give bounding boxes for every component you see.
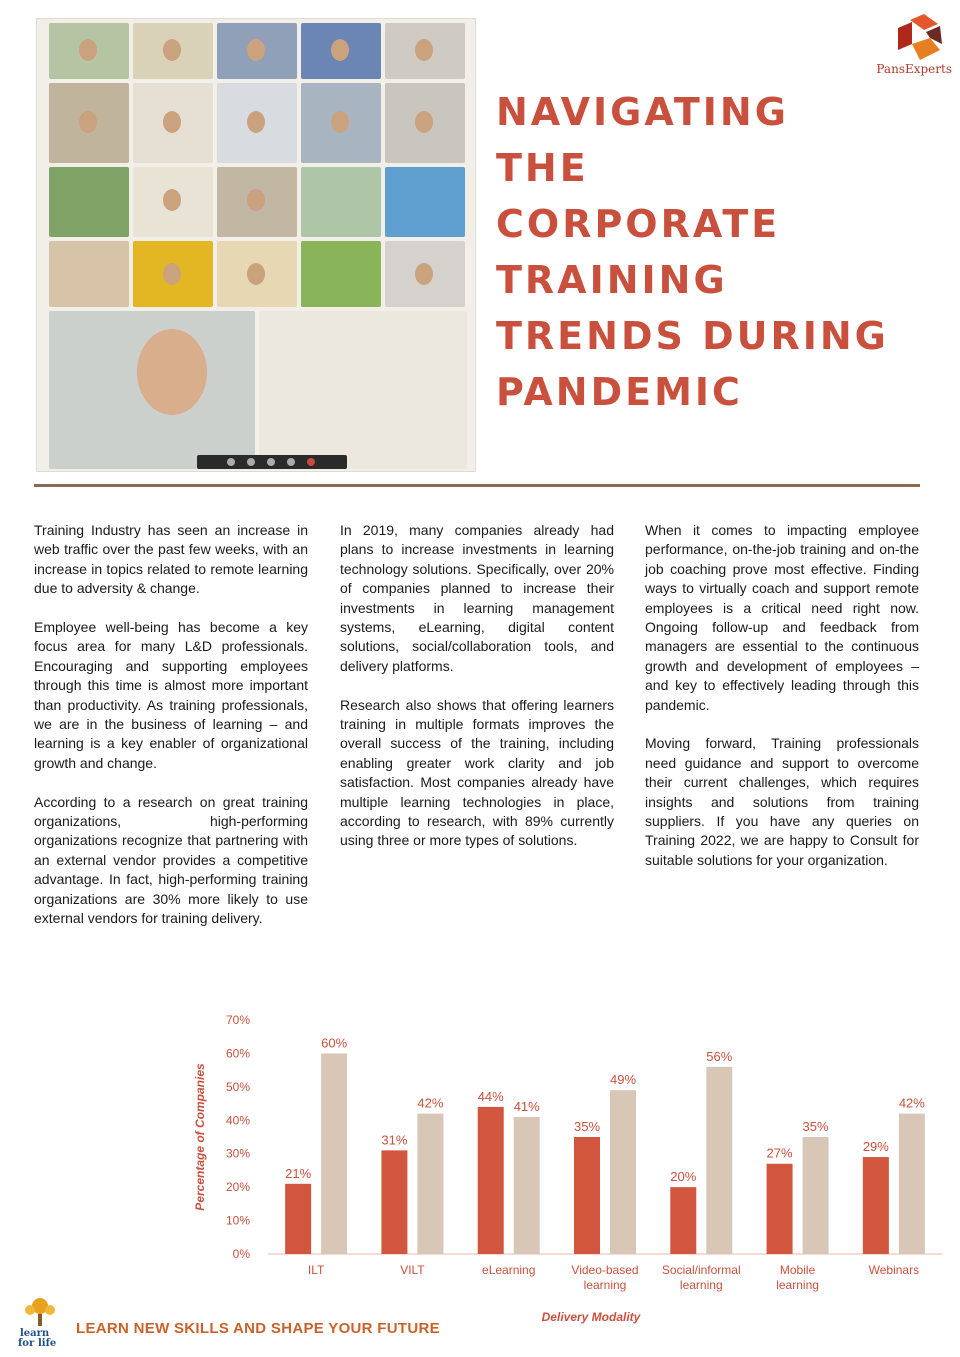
bar: [381, 1150, 407, 1254]
x-axis-label: Delivery Modality: [541, 1310, 641, 1324]
svg-text:for: for: [18, 1338, 35, 1348]
bar: [610, 1090, 636, 1254]
y-tick-label: 10%: [225, 1213, 250, 1228]
bar: [767, 1164, 793, 1254]
brand-name: PansExperts: [876, 62, 952, 76]
page-title: [496, 84, 916, 420]
bar: [417, 1114, 443, 1254]
text-column-3: [645, 521, 919, 890]
title-line: PANDEMIC: [496, 370, 743, 414]
data-label: 49%: [609, 1072, 637, 1088]
data-label: 35%: [802, 1119, 829, 1134]
bar: [899, 1114, 925, 1254]
data-label: 35%: [573, 1119, 601, 1134]
bar: [863, 1157, 889, 1254]
y-tick-label: 50%: [225, 1079, 250, 1094]
data-label: 60%: [321, 1035, 348, 1051]
video-call-photo: [36, 18, 476, 472]
bar: [706, 1067, 732, 1254]
data-label: 41%: [513, 1098, 540, 1114]
y-tick-label: 30%: [225, 1146, 250, 1161]
category-label: learning: [679, 1278, 723, 1292]
data-label: 20%: [670, 1169, 697, 1185]
section-divider: [34, 484, 920, 487]
data-label: 31%: [381, 1132, 408, 1148]
title-line: TRAINING: [496, 258, 728, 302]
title-line: THE: [496, 146, 589, 190]
title-line: NAVIGATING: [496, 90, 789, 134]
text-column-2: [340, 521, 614, 870]
paragraph: Research also shows that offering learners training in multiple formats improves the overall success of the training, including enabling greater work clarity and job satisfaction. Most companies already have multiple learning technologies in place, according to research, with 89% currently using three or more types of solutions.: [340, 696, 614, 849]
svg-text:life: life: [38, 1338, 57, 1348]
text-column-1: [34, 521, 308, 948]
category-label: Video-based: [571, 1263, 639, 1277]
bar: [514, 1117, 540, 1254]
paragraph: According to a research on great training organizations, high-performing organizations recognize that partnering with an external vendor provides a competitive advantage. In fact, high-performing training organizations are 30% more likely to use external vendors for training delivery.: [34, 793, 308, 927]
y-tick-label: 70%: [225, 1013, 250, 1027]
data-label: 29%: [862, 1139, 889, 1155]
category-label: Webinars: [868, 1263, 920, 1277]
category-label: learning: [776, 1278, 819, 1292]
bar: [670, 1187, 696, 1254]
category-label: Social/informal: [661, 1263, 741, 1277]
data-label: 42%: [417, 1095, 444, 1111]
video-call-toolbar: [197, 455, 347, 469]
learn-for-life-logo-icon: [18, 1296, 62, 1348]
title-line: TRENDS DURING: [496, 314, 889, 358]
data-label: 27%: [766, 1145, 793, 1161]
pansexperts-logo-icon: [890, 14, 948, 62]
footer-tagline: LEARN NEW SKILLS AND SHAPE YOUR FUTURE: [76, 1320, 440, 1337]
category-label: learning: [583, 1278, 627, 1292]
paragraph: In 2019, many companies already had plans to increase investments in learning technology solutions. Specifically, over 20% of companies planned to increase their investments in learning management systems, eLearning, digital content solutions, social/collaboration tools, and delivery platforms.: [340, 522, 614, 674]
paragraph: Moving forward, Training professionals need guidance and support to overcome their current challenges, which requires insights and solutions from training suppliers. If you have any queries on Training 2022, we are happy to Consult for suitable solutions for your organization.: [645, 735, 919, 868]
bar: [478, 1107, 504, 1254]
bar: [285, 1184, 311, 1254]
paragraph: Employee well-being has become a key focus area for many L&D professionals. Encouraging and supporting employees through this time is almost more important than productivity. As training professionals, we are in the business of learning – and learning is a key enabler of organizational growth and change.: [34, 619, 308, 771]
bar: [803, 1137, 829, 1254]
paragraph: Training Industry has seen an increase in web traffic over the past few weeks, with an increase in topics related to remote learning due to adversity & change.: [34, 522, 308, 597]
svg-text:learn: learn: [20, 1328, 50, 1339]
category-label: Mobile: [779, 1263, 816, 1277]
category-label: VILT: [400, 1263, 425, 1277]
title-line: CORPORATE: [496, 202, 781, 246]
data-label: 42%: [898, 1095, 925, 1111]
data-label: 21%: [285, 1165, 312, 1181]
y-tick-label: 20%: [225, 1180, 250, 1195]
data-label: 44%: [477, 1088, 504, 1104]
y-tick-label: 40%: [225, 1113, 250, 1128]
bar: [321, 1053, 347, 1254]
delivery-modality-chart: [180, 1008, 950, 1338]
category-label: ILT: [307, 1263, 325, 1277]
y-axis-label: Percentage of Companies: [193, 1063, 207, 1211]
y-tick-label: 0%: [232, 1247, 250, 1261]
paragraph: When it comes to impacting employee performance, on-the-job training and on-the job coaching prove most effective. Finding ways to virtually coach and support remote employees is a critical need right now. Ongoing follow-up and feedback from managers are essential to the continuous growth and development of employees – and key to effectively leading through this pandemic.: [645, 522, 919, 713]
bar: [574, 1137, 600, 1254]
y-tick-label: 60%: [225, 1046, 250, 1061]
category-label: eLearning: [482, 1263, 536, 1277]
data-label: 56%: [706, 1048, 733, 1064]
